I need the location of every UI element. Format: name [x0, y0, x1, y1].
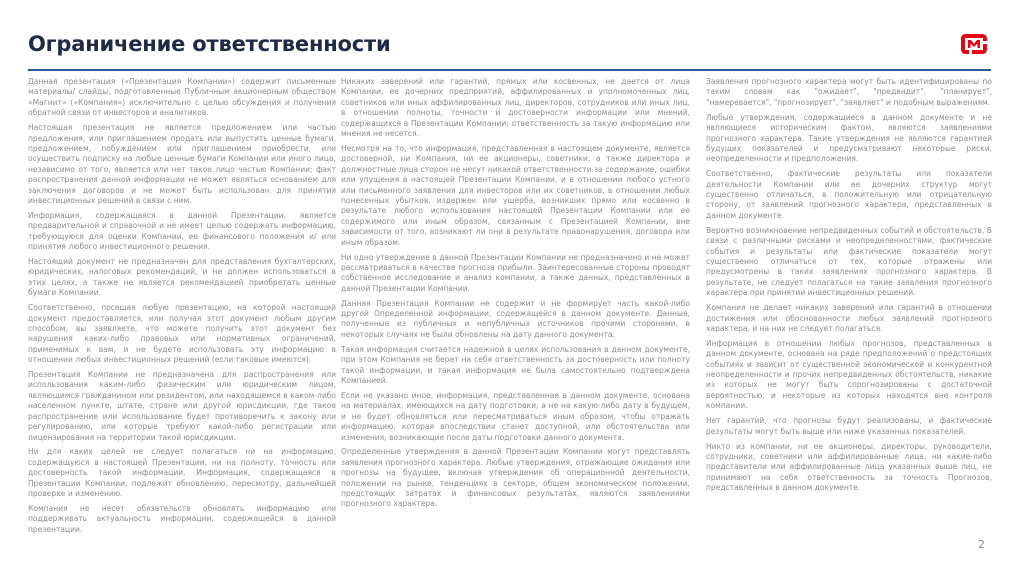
paragraph: Данная презентация («Презентация Компании») содержит письменные материалы/ слайды, подготовленные Публичным акционерным обществом «Магнит» («Компания») исключительно с целью обсуждения и получения обратной связи от инвесторов и аналитиков. [28, 77, 336, 118]
page-number: 2 [978, 538, 985, 551]
paragraph: Определенные утверждения в данной Презентации Компании могут представлять заявления прогнозного характера. Любые утверждения, отражающие ожидания или прогнозы на будущее, включая утверждения об операционной деятельности, положении на рынке, тенденциях в секторе, общем экономическом положении, предстоящих затратах и финансовых результатах, являются заявлениями прогнозного характера. [341, 447, 690, 509]
paragraph: Соответственно, посещая любую презентацию, на которой настоящий документ предоставляется, или получая этот документ любым другим способом, вы заявляете, что можете получить этот документ без нарушения каких-либо правовых или нормативных ограничений, применимых к вам, и не будете использовать эту информацию в отношении любых инвестиционных решений (если таковые имеются). [28, 303, 336, 365]
paragraph: Презентация Компании не предназначена для распространения или использования каким-либо физическим или юридическим лицом, являющимся гражданином или резидентом, или находящемся в каком-либо населенном пункте, штате, стране или другой юрисдикции, где такое распространение или использование будет противоречить к закону или регулированию, или которые требуют какой-либо регистрации или лицензирования на территории такой юрисдикции. [28, 370, 336, 442]
magnit-logo [960, 33, 988, 55]
paragraph: Несмотря на то, что информация, представленная в настоящем документе, является достоверной, ни Компания, ни ее акционеры, советники, а также директора и должностные лица сторон не несут никакой ответственности за содержание, ошибки или упущения в настоящей Презентации Компании, и в отношении любого устного или письменного заявления для инвесторов или их советников, в отношении любых понесенных убытков, издержек или ущерба, возникших прямо или косвенно в результате любого использования настоящей Презентации Компании или ее содержимого или иным образом, связанным с Презентацией Компании, вне зависимости от того, возникают ли они в результате правонарушения, договора или иным образом. [341, 143, 690, 247]
magnit-logo-icon [960, 33, 988, 55]
paragraph: Любые утверждения, содержащиеся в данном документе и не являющиеся историческим фактом, являются заявлениями прогнозного характера. Такие утверждения не являются гарантией будущих показателей и предусматривают некоторые риски, неопределенности и предположения. [706, 112, 992, 164]
paragraph: Данная Презентация Компании не содержит и не формирует часть какой-либо другой Определенной информации, содержащейся в данном документе. Данные, полученные из публичных и непубличных источников прочими сторонами, в некоторых случаях не были обновлены на дату данного документа. [341, 298, 690, 339]
page-title: Ограничение ответственности [28, 32, 391, 56]
paragraph: Настоящий документ не предназначен для представления бухгалтерских, юридических, налоговых рекомендаций, и не должен использоваться в этих целях, а также не является рекомендацией приобретать ценные бумаги Компании. [28, 257, 336, 298]
paragraph: Информация в отношении любых прогнозов, представленных в данном документе, основана на ряде предположений о предстоящих событиях и зависит от существенной экономической и конкурентной неопределенности и прочих непредвиденных обстоятельств, никакие из которых не могут быть спрогнозированы с достаточной вероятностью, и некоторые из которых находятся вне контроля компании. [706, 338, 992, 411]
paragraph: Ни для каких целей не следует полагаться ни на информацию, содержащуюся в настоящей Презентации, ни на полноту, точность или достоверность такой информации. Информация, содержащаяся в Презентации Компании, подлежит обновлению, пересмотру, дальнейшей проверке и изменению. [28, 447, 336, 499]
paragraph: Нет гарантий, что прогнозы будут реализованы, и фактические результаты могут быть выше или ниже указанных показателей. [706, 416, 992, 436]
paragraph: Вероятно возникновение непредвиденных событий и обстоятельств. В связи с различными рисками и неопределенностями, фактические события и результаты или фактические показатели могут существенно отличаться от тех, которые отражены или предусмотрены в таких заявлениях прогнозного характера. В результате, не следует полагаться на такие заявления прогнозного характера при принятии инвестиционных решений. [706, 225, 992, 298]
header-divider [28, 69, 991, 71]
paragraph: Информация, содержащаяся в данной Презентации, является предварительной и справочной и не имеет целью содержать информацию, требующуюся для оценки Компании, ее финансового положения и/ или принятия любого инвестиционного решения. [28, 210, 336, 252]
paragraph: Компания не делает никаких заверений или гарантий в отношении достижения или обоснованности любых заявлений прогнозного характера, и на них не следует полагаться. [706, 303, 992, 333]
disclaimer-column-3 [706, 77, 992, 498]
disclaimer-column-1 [28, 77, 336, 540]
disclaimer-column-2 [341, 77, 690, 514]
paragraph: Настоящая презентация не является предложением или частью предложения, или приглашением продать или выпустить ценные бумаги, предложением, побуждением или приглашением приобрести, или осуществить подписку на любые ценные бумаги Компании или иного лица, независимо от того, является или нет такое лицо частью Компании; факт распространения данной информации не может являться основанием для заключения договоров и не может быть использован для принятия инвестиционных решений в связи с ним. [28, 123, 336, 205]
paragraph: Никаких заверений или гарантий, прямых или косвенных, не дается от лица Компании, ее дочерних предприятий, аффилированных и уполномоченных лиц, советников или иных аффилированных лиц, директоров, сотрудников или иных лиц, в отношении полноты, точности и достоверности информации или мнений, содержащихся в Презентации Компании; ответственность за такую информацию или мнения не несется. [341, 77, 690, 139]
paragraph: Если не указано иное, информация, представленная в данном документе, основана на материалах, имеющихся на дату подготовки, а не на какую-либо дату в будущем, и не будет обновляться или пересматриваться иным образом, чтобы отражать информацию, которая впоследствии станет доступной, или обстоятельства или изменения, возникающие после даты подготовки данного документа. [341, 390, 690, 442]
paragraph: Такая информация считается надежной в целях использования в данном документе, при этом Компания не берет на себя ответственность за достоверность или полноту такой информации, и такая информация не была самостоятельно подтверждена Компанией. [341, 344, 690, 385]
paragraph: Никто из компании, ни ее акционеры, директоры, руководители, сотрудники, советники или аффилированные лица, ни какие-либо представители или аффилированные лица указанных выше лиц, не принимают на себя ответственность за точность Прогнозов, представленных в данном документе. [706, 441, 992, 493]
paragraph: Заявления прогнозного характера могут быть идентифицированы по таким словам как "ожидает", "предвидит", "планирует", "намеревается", "прогнозирует", "заявляет" и подобным выражениям. [706, 77, 992, 107]
paragraph: Компания не несет обязательств обновлять информацию или поддерживать актуальность информации, содержащейся в данной презентации. [28, 503, 336, 534]
paragraph: Ни одно утверждение в данной Презентации Компании не предназначено и не может рассматриваться в качестве прогноза прибыли. Заинтересованные стороны проводят собственное исследование и анализ компании, а также данных, представленных в данной Презентации Компании. [341, 252, 690, 293]
paragraph: Соответственно, фактические результаты или показатели деятельности Компании или ее дочерних структур могут существенно отличаться, в положительную или отрицательную сторону, от заявлений прогнозного характера, представленных в данном документе. [706, 169, 992, 220]
